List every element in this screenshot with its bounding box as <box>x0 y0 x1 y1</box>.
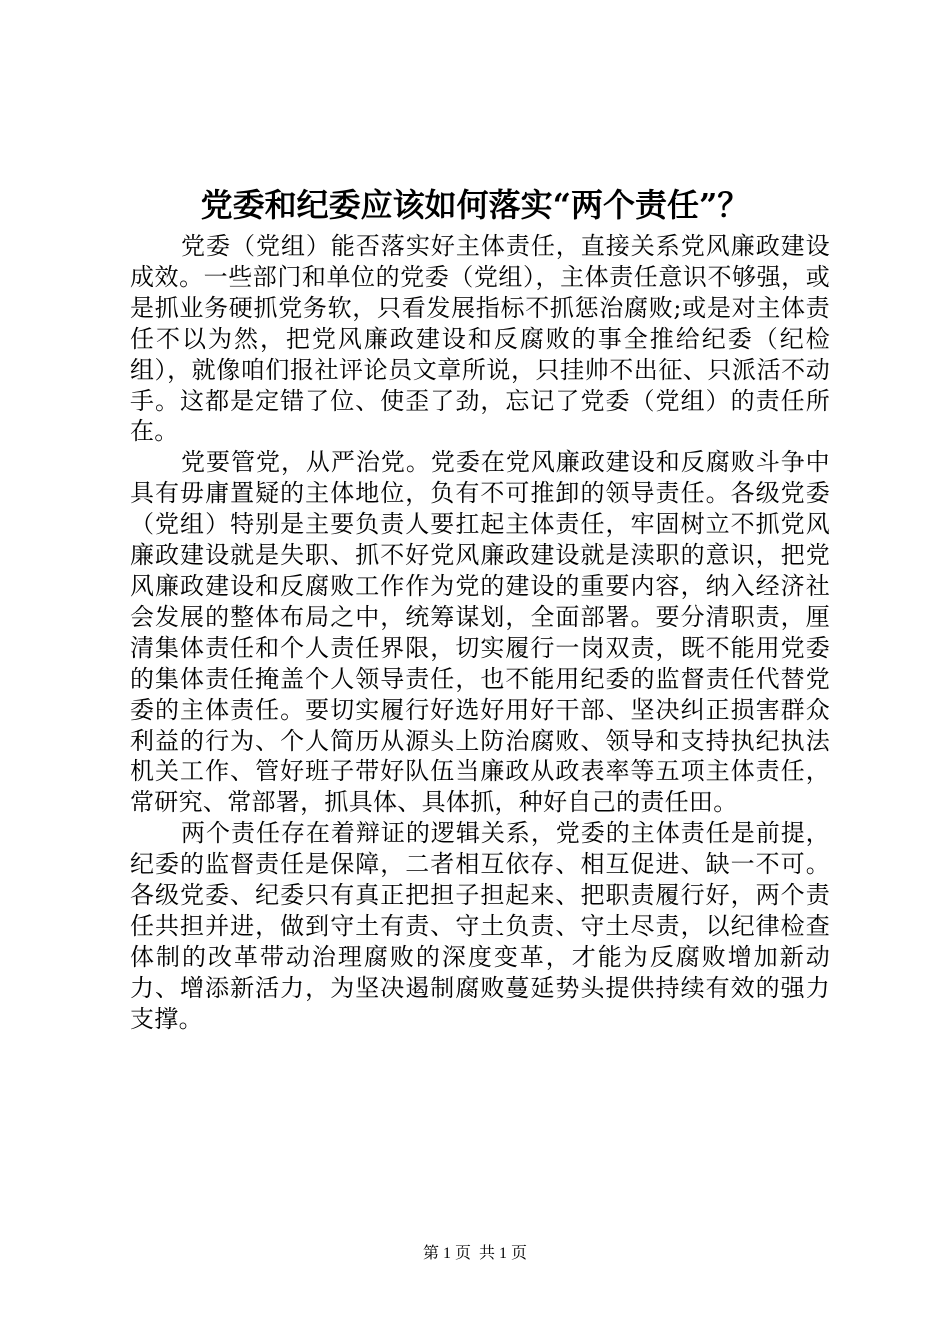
document-title: 党委和纪委应该如何落实“两个责任”？ <box>200 186 750 224</box>
paragraph-2: 党要管党，从严治党。党委在党风廉政建设和反腐败斗争中具有毋庸置疑的主体地位，负有不可推卸的领导责任。各级党委（党组）特别是主要负责人要扛起主体责任，牢固树立不抓党风廉政建设就是失职、抓不好党风廉政建设就是渎职的意识，把党风廉政建设和反腐败工作作为党的建设的重要内容，纳入经济社会发展的整体布局之中，统筹谋划，全面部署。要分清职责，厘清集体责任和个人责任界限，切实履行一岗双责，既不能用党委的集体责任掩盖个人领导责任，也不能用纪委的监督责任代替党委的主体责任。要切实履行好选好用好干部、坚决纠正损害群众利益的行为、个人简历从源头上防治腐败、领导和支持执纪执法机关工作、管好班子带好队伍当廉政从政表率等五项主体责任，常研究、常部署，抓具体、具体抓，种好自己的责任田。 <box>130 448 830 817</box>
document-body <box>130 231 830 1035</box>
page-footer: 第 1 页 共 1 页 <box>422 1245 527 1262</box>
paragraph-1: 党委（党组）能否落实好主体责任，直接关系党风廉政建设成效。一些部门和单位的党委（党组），主体责任意识不够强，或是抓业务硬抓党务软，只看发展指标不抓惩治腐败;或是对主体责任不以为然，把党风廉政建设和反腐败的事全推给纪委（纪检组），就像咱们报社评论员文章所说，只挂帅不出征、只派活不动手。这都是定错了位、使歪了劲，忘记了党委（党组）的责任所在。 <box>130 232 830 446</box>
paragraph-3: 两个责任存在着辩证的逻辑关系，党委的主体责任是前提，纪委的监督责任是保障，二者相互依存、相互促进、缺一不可。各级党委、纪委只有真正把担子担起来、把职责履行好，两个责任共担并进，做到守土有责、守土负责、守土尽责，以纪律检查体制的改革带动治理腐败的深度变革，才能为反腐败增加新动力、增添新活力，为坚决遏制腐败蔓延势头提供持续有效的强力支撑。 <box>130 819 830 1033</box>
